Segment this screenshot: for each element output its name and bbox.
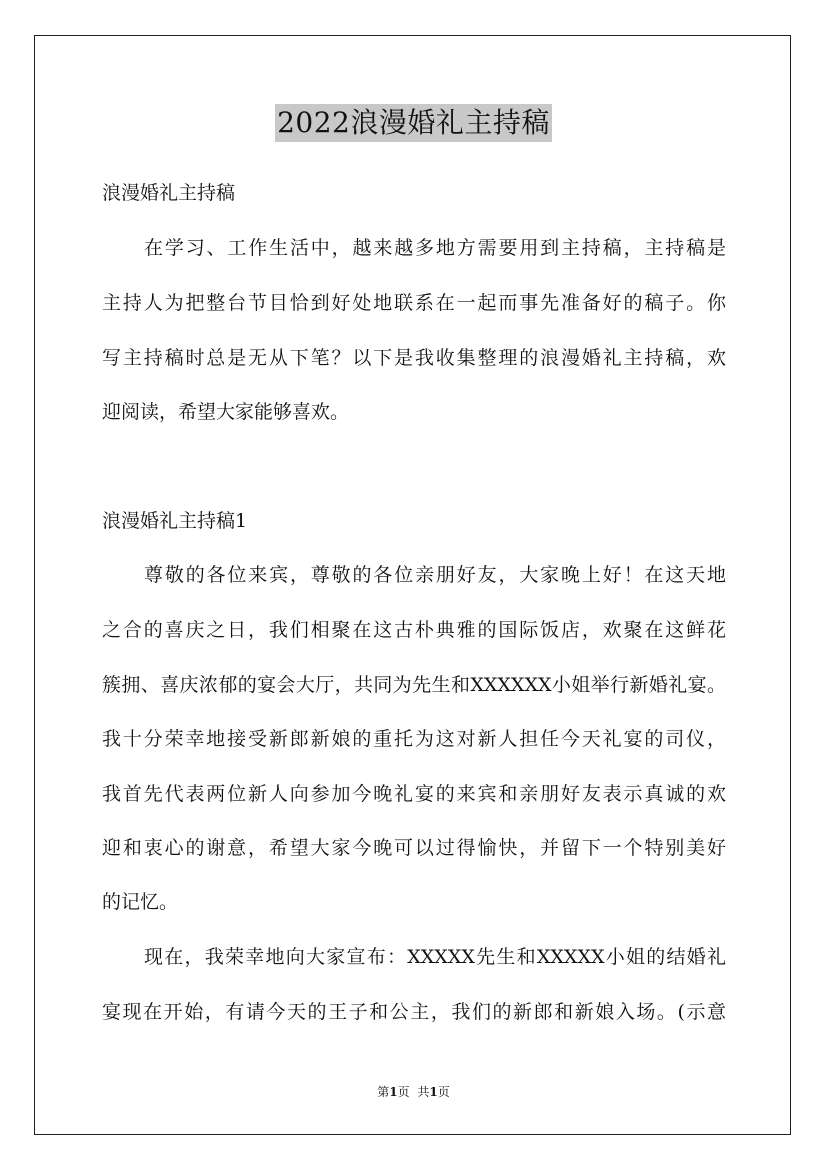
footer-page-suffix: 页 [397, 1085, 410, 1099]
para2-line-1: 现在，我荣幸地向大家宣布：XXXXX先生和XXXXX小姐的结婚礼 [144, 946, 726, 968]
para2-line-2: 宴现在开始，有请今天的王子和公主，我们的新郎和新娘入场。(示意 [102, 1001, 726, 1023]
intro-line-1: 在学习、工作生活中，越来越多地方需要用到主持稿，主持稿是 [144, 237, 726, 259]
intro-line-3: 写主持稿时总是无从下笔？以下是我收集整理的浪漫婚礼主持稿，欢 [102, 347, 726, 369]
para1-line-1: 尊敬的各位来宾，尊敬的各位亲朋好友，大家晚上好！在这天地 [144, 564, 726, 586]
para1-line-6: 迎和衷心的谢意，希望大家今晚可以过得愉快，并留下一个特别美好 [102, 837, 726, 859]
title-container [0, 104, 827, 142]
footer-total-prefix: 共 [417, 1085, 430, 1099]
intro-line-2: 主持人为把整台节目恰到好处地联系在一起而事先准备好的稿子。你 [102, 292, 726, 314]
document-title: 2022浪漫婚礼主持稿 [275, 104, 552, 142]
para1-line-7: 的记忆。 [102, 891, 179, 913]
heading: 浪漫婚礼主持稿 [102, 182, 236, 204]
para1-line-5: 我首先代表两位新人向参加今晚礼宴的来宾和亲朋好友表示真诚的欢 [102, 783, 726, 805]
para1-line-4: 我十分荣幸地接受新郎新娘的重托为这对新人担任今天礼宴的司仪， [102, 728, 726, 750]
page-footer [0, 1084, 827, 1100]
para1-line-2: 之合的喜庆之日，我们相聚在这古朴典雅的国际饭店，欢聚在这鲜花 [102, 619, 726, 641]
footer-prefix: 第 [377, 1085, 390, 1099]
intro-line-4: 迎阅读，希望大家能够喜欢。 [102, 401, 350, 423]
section-heading: 浪漫婚礼主持稿1 [102, 510, 248, 532]
footer-total-suffix: 页 [437, 1085, 450, 1099]
para1-line-3: 簇拥、喜庆浓郁的宴会大厅，共同为先生和XXXXXX小姐举行新婚礼宴。 [102, 674, 726, 696]
footer-total-number: 1 [429, 1085, 438, 1099]
footer-page-number: 1 [389, 1085, 398, 1099]
